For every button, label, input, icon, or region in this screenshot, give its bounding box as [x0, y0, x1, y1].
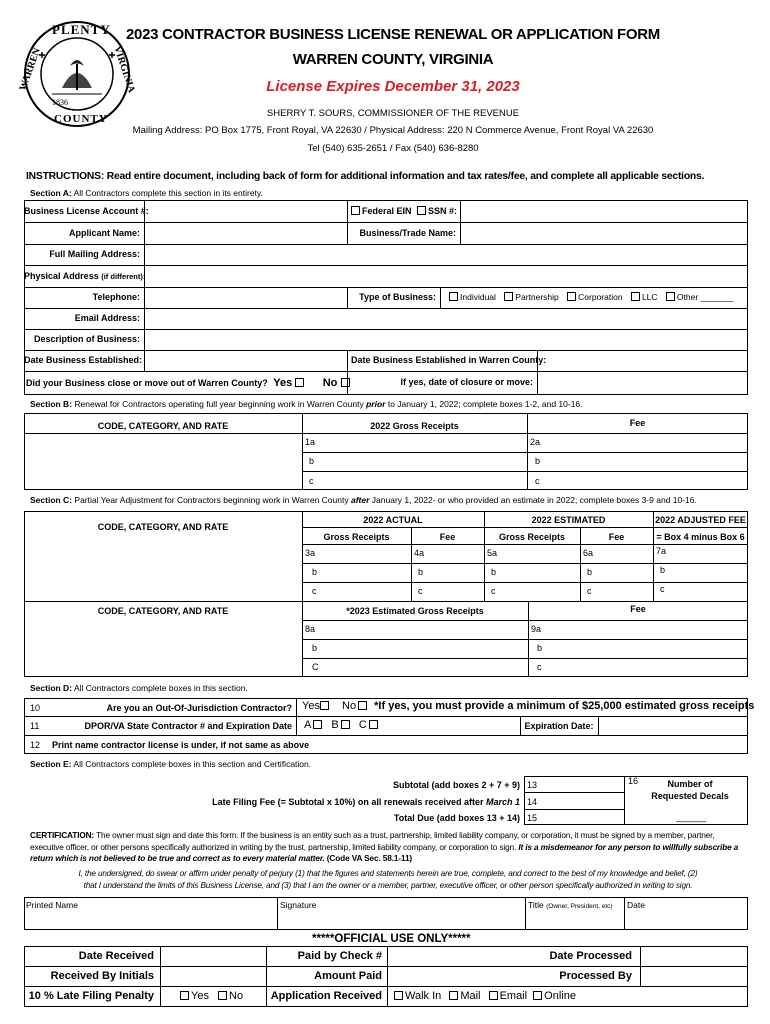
- box-16[interactable]: 16: [628, 776, 639, 786]
- closed-yes-checkbox[interactable]: [295, 378, 304, 387]
- certification-text: CERTIFICATION: The owner must sign and date this form. If the business is an entity such as a trust, partnership, limited liability company, or corporation, it must be signed by a member, partner, executive officer, or other persons specifically authorized in writing by the trust, partnership, limited liability company, or corporation to sign. It is a misdemeanor for any person to willfully subscribe a return which is not believed to be true and correct as to every material matter. (Code VA Sec. 58.1-11): [30, 830, 739, 863]
- applicant-input[interactable]: [145, 223, 346, 244]
- date-established-label: Date Business Established:: [24, 355, 143, 365]
- sec-c-est-fee: Fee: [608, 532, 625, 542]
- box-5b[interactable]: b: [491, 567, 497, 577]
- section-a-heading: Section A: All Contractors complete this section in its entirety.: [30, 188, 263, 198]
- sec-b-col2: 2022 Gross Receipts: [370, 421, 459, 431]
- q12-input[interactable]: [297, 736, 747, 753]
- late-fee-label: Late Filing Fee (= Subtotal x 10%) on all renewals received after March 1: [212, 797, 520, 807]
- account-input[interactable]: [145, 201, 346, 222]
- box-6b[interactable]: b: [587, 567, 593, 577]
- title-label: Title (Owner, President, etc): [528, 900, 613, 910]
- type-partnership[interactable]: Partnership: [504, 292, 558, 302]
- box-3a[interactable]: 3a: [305, 548, 316, 558]
- signature-input[interactable]: [278, 910, 524, 929]
- box-5a[interactable]: 5a: [487, 548, 498, 558]
- box-14[interactable]: 14: [527, 797, 538, 807]
- title-input[interactable]: [526, 910, 623, 929]
- box-1c[interactable]: c: [309, 476, 314, 486]
- box-4a[interactable]: 4a: [414, 548, 425, 558]
- received-method-options: Walk In Mail Email Online: [394, 990, 576, 1002]
- q10-answer: Yes No *If yes, you must provide a minimum of $25,000 estimated gross receipts: [302, 700, 755, 712]
- box-8b[interactable]: b: [312, 643, 318, 653]
- box-2b[interactable]: b: [535, 456, 541, 466]
- row-11-number: 11: [30, 721, 40, 731]
- form-title-line2: WARREN COUNTY, VIRGINIA: [292, 51, 494, 68]
- fein-checkbox[interactable]: [351, 206, 360, 215]
- expiration-input[interactable]: [599, 717, 747, 735]
- q10-yes-checkbox[interactable]: [320, 701, 329, 710]
- box-7a[interactable]: 7a: [656, 546, 667, 556]
- physical-label: Physical Address (if different):: [24, 271, 146, 281]
- box-9b[interactable]: b: [537, 643, 543, 653]
- affirmation-text: I, the undersigned, do swear or affirm under penalty of perjury (1) that the figures and statements herein are true, complete, and correct to the best of my knowledge and belief, (2) that I understand the limits of this Business License, and (3) that I am the owner or a member, partner, executive officer, or other person specifically authorized in writing to sign.: [78, 869, 698, 890]
- expiration-label: Expiration Date:: [524, 721, 594, 731]
- date-input[interactable]: [625, 910, 747, 929]
- decals-blank: ______: [676, 812, 707, 822]
- seal-top-text: PLENTY: [52, 22, 111, 37]
- app-received-label: Application Received: [270, 990, 382, 1002]
- section-d-heading: Section D: All Contractors complete boxes in this section.: [30, 683, 248, 693]
- email-input[interactable]: [145, 309, 747, 329]
- closed-question: Did your Business close or move out of Warren County? Yes No: [26, 377, 352, 389]
- trade-name-input[interactable]: [461, 223, 747, 244]
- trade-name-label: Business/Trade Name:: [359, 228, 456, 238]
- license-class-options: A B C: [304, 719, 380, 731]
- date-established-input[interactable]: [145, 351, 346, 371]
- q11-label: DPOR/VA State Contractor # and Expiration Date: [84, 721, 292, 731]
- amount-paid-label: Amount Paid: [314, 970, 382, 982]
- license-expires: License Expires December 31, 2023: [266, 78, 520, 95]
- official-use-heading: *****OFFICIAL USE ONLY*****: [312, 933, 471, 945]
- sec-c-fee2: Fee: [630, 604, 646, 614]
- type-corporation[interactable]: Corporation: [567, 292, 622, 302]
- box-15[interactable]: 15: [527, 813, 538, 823]
- office-address: Mailing Address: PO Box 1775, Front Royal, VA 22630 / Physical Address: 220 N Commerce Avenue, Front Royal VA 22630: [132, 125, 654, 136]
- box-8a[interactable]: 8a: [305, 624, 316, 634]
- sec-c-actual-fee: Fee: [439, 532, 456, 542]
- date-warren-input[interactable]: [538, 351, 747, 371]
- sec-c-est-gross: Gross Receipts: [498, 532, 566, 542]
- received-by-label: Received By Initials: [50, 970, 154, 982]
- sec-c-actual: 2022 ACTUAL: [363, 515, 423, 525]
- description-label: Description of Business:: [33, 334, 140, 344]
- box-7c[interactable]: c: [660, 584, 665, 594]
- method-walk-in-checkbox[interactable]: [394, 991, 403, 1000]
- seal-right-text: VIRGINIA: [111, 44, 137, 95]
- sec-c-adjusted: 2022 ADJUSTED FEE: [655, 515, 746, 525]
- sec-c-est2023: *2023 Estimated Gross Receipts: [346, 606, 484, 616]
- method-online-checkbox[interactable]: [533, 991, 542, 1000]
- box-7b[interactable]: b: [660, 565, 666, 575]
- email-label: Email Address:: [74, 313, 140, 323]
- type-individual[interactable]: Individual: [449, 292, 496, 302]
- printed-name-input[interactable]: [25, 910, 276, 929]
- q10-label: Are you an Out-Of-Jurisdiction Contractor?: [106, 703, 292, 713]
- class-b-checkbox[interactable]: [341, 720, 350, 729]
- total-due-label: Total Due (add boxes 13 + 14): [393, 813, 520, 823]
- section-e-heading: Section E: All Contractors complete boxes in this section and Certification.: [30, 759, 312, 769]
- penalty-yes-checkbox[interactable]: [180, 991, 189, 1000]
- description-input[interactable]: [145, 330, 747, 350]
- business-type-label: Type of Business:: [359, 292, 436, 302]
- class-a-checkbox[interactable]: [313, 720, 322, 729]
- sec-b-col3: Fee: [629, 418, 646, 428]
- box-1a[interactable]: 1a: [305, 437, 316, 447]
- sec-c-actual-gross: Gross Receipts: [323, 532, 390, 542]
- subtotal-label: Subtotal (add boxes 2 + 7 + 9): [392, 780, 520, 790]
- date-received-label: Date Received: [78, 950, 154, 962]
- printed-name-label: Printed Name: [26, 900, 78, 910]
- seal-year: 1836: [52, 98, 68, 107]
- sec-c-col1: CODE, CATEGORY, AND RATE: [97, 522, 229, 532]
- box-8c[interactable]: C: [312, 662, 319, 672]
- type-other[interactable]: Other _______: [666, 292, 734, 302]
- date-warren-label: Date Business Established in Warren County:: [351, 355, 547, 365]
- box-9c[interactable]: c: [537, 662, 542, 672]
- sec-c-estimated: 2022 ESTIMATED: [531, 515, 606, 525]
- applicant-label: Applicant Name:: [68, 228, 140, 238]
- mailing-input[interactable]: [145, 245, 747, 265]
- fein-ssn-label: Federal EIN SSN #:: [351, 206, 457, 216]
- physical-input[interactable]: [145, 266, 747, 287]
- telephone-input[interactable]: [145, 288, 346, 308]
- commissioner-name: SHERRY T. SOURS, COMMISSIONER OF THE REVENUE: [266, 108, 520, 119]
- section-b-heading: Section B: Renewal for Contractors operating full year beginning work in Warren County prior to January 1, 2022; complete boxes 1-2, and 10-16.: [30, 399, 583, 409]
- late-penalty-label: 10 % Late Filing Penalty: [28, 990, 154, 1002]
- date-processed-label: Date Processed: [549, 950, 632, 962]
- signature-label: Signature: [280, 900, 317, 910]
- type-llc[interactable]: LLC: [631, 292, 658, 302]
- decals-label: Number of Requested Decals: [651, 779, 729, 801]
- box-6c[interactable]: c: [587, 586, 592, 596]
- box-4b[interactable]: b: [418, 567, 424, 577]
- q10-no-checkbox[interactable]: [358, 701, 367, 710]
- box-3b[interactable]: b: [312, 567, 318, 577]
- sec-c-adj-sub: = Box 4 minus Box 6: [656, 532, 745, 542]
- mailing-label: Full Mailing Address:: [49, 249, 140, 259]
- sec-c-col1b: CODE, CATEGORY, AND RATE: [97, 606, 229, 616]
- processed-by-label: Processed By: [559, 970, 632, 982]
- closure-date-input[interactable]: [538, 372, 747, 394]
- account-label: Business License Account #:: [24, 206, 149, 216]
- box-9a[interactable]: 9a: [531, 624, 542, 634]
- fein-ssn-input[interactable]: [461, 201, 747, 222]
- seal-bottom-text: COUNTY: [54, 113, 108, 125]
- section-c-heading: Section C: Partial Year Adjustment for Contractors beginning work in Warren County after January 1, 2022- or who provided an estimate in 2022; complete boxes 3-9 and 10-16.: [30, 495, 697, 505]
- closure-date-label: If yes, date of closure or move:: [400, 377, 533, 387]
- box-4c[interactable]: c: [418, 586, 423, 596]
- penalty-no-checkbox[interactable]: [218, 991, 227, 1000]
- box-1b[interactable]: b: [309, 456, 315, 466]
- box-2a[interactable]: 2a: [530, 437, 541, 447]
- instructions: INSTRUCTIONS: Read entire document, including back of form for additional information and tax rates/fee, and complete all applicable sections.: [26, 171, 705, 182]
- dpor-number-input[interactable]: [375, 717, 519, 735]
- box-3c[interactable]: c: [312, 586, 317, 596]
- date-label: Date: [627, 900, 645, 910]
- q12-label: Print name contractor license is under, if not same as above: [52, 740, 310, 750]
- sec-b-col1: CODE, CATEGORY, AND RATE: [97, 421, 229, 431]
- late-penalty-options: Yes No: [180, 990, 243, 1002]
- box-5c[interactable]: c: [491, 586, 496, 596]
- box-2c[interactable]: c: [535, 476, 540, 486]
- seal-left-text: WARREN: [17, 46, 43, 93]
- office-phone: Tel (540) 635-2651 / Fax (540) 636-8280: [307, 143, 479, 154]
- ssn-checkbox[interactable]: [417, 206, 426, 215]
- box-6a[interactable]: 6a: [583, 548, 594, 558]
- method-mail-checkbox[interactable]: [449, 991, 458, 1000]
- row-12-number: 12: [30, 740, 41, 750]
- row-10-number: 10: [30, 703, 41, 713]
- paid-by-check-label: Paid by Check #: [297, 950, 382, 962]
- form-title-line1: 2023 CONTRACTOR BUSINESS LICENSE RENEWAL OR APPLICATION FORM: [125, 26, 660, 43]
- telephone-label: Telephone:: [92, 292, 140, 302]
- business-type-options: [449, 292, 734, 302]
- box-13[interactable]: 13: [527, 780, 538, 790]
- method-email-checkbox[interactable]: [489, 991, 498, 1000]
